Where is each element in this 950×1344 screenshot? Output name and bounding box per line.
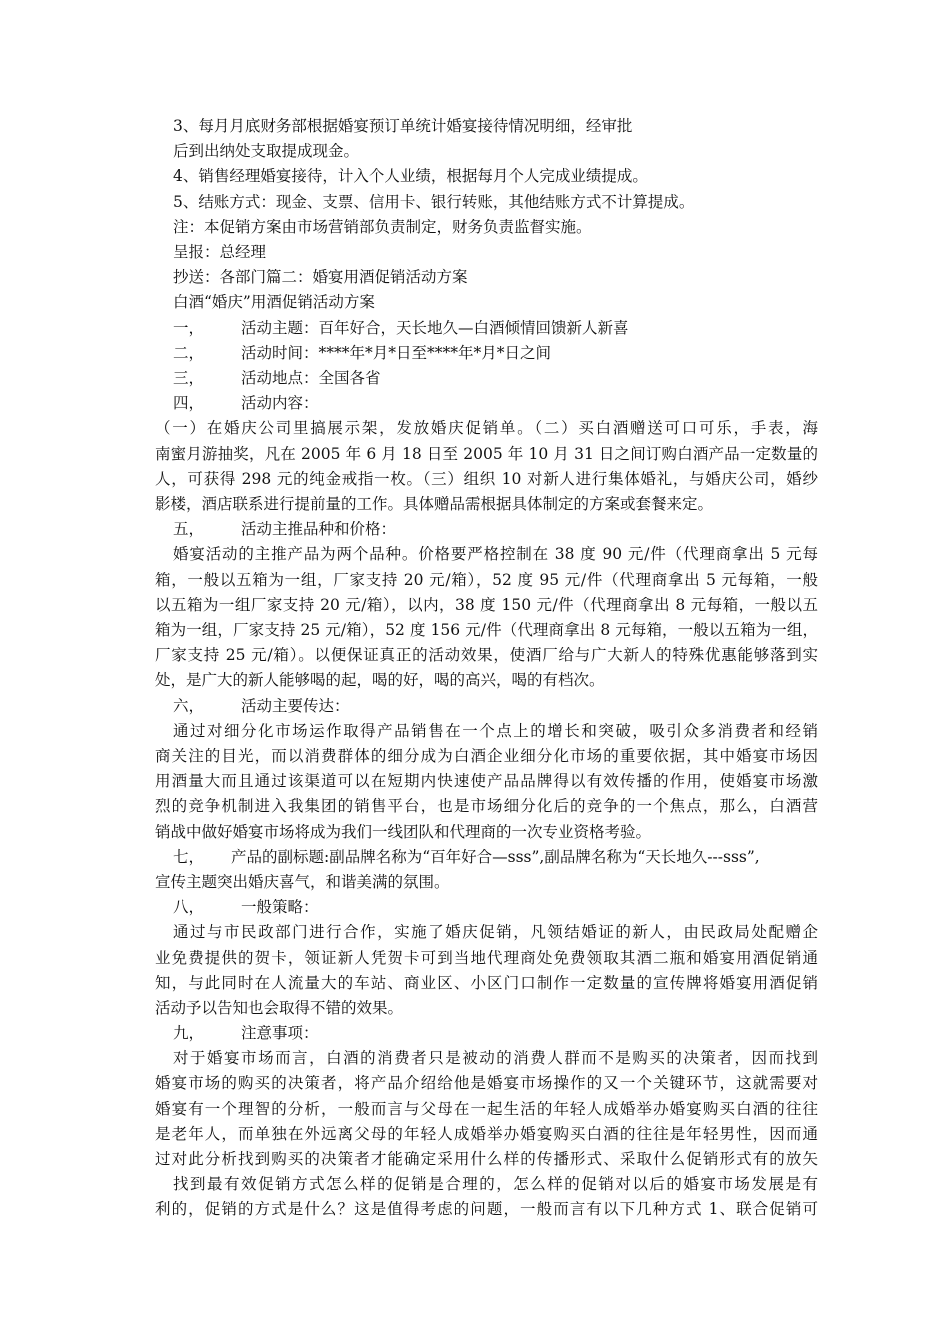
paragraph-line: 商关注的目光，而以消费群体的细分成为白酒企业细分化市场的重要依据，其中婚宴市场因	[155, 746, 818, 765]
paragraph-line: 找到最有效促销方式怎么样的促销是合理的，怎么样的促销对以后的婚宴市场发展是有	[173, 1175, 818, 1194]
text-line: 5、结账方式：现金、支票、信用卡、银行转账，其他结账方式不计算提成。	[173, 192, 695, 211]
item-text: 活动内容：	[241, 394, 319, 413]
list-item	[173, 316, 818, 341]
item-number: 四，	[173, 394, 205, 413]
paragraph-activity-content	[155, 416, 818, 517]
list-item	[173, 391, 818, 416]
paragraph-line: 过对此分析找到购买的决策者才能确定采用什么样的传播形式、采取什么促销形式有的放矢	[155, 1150, 818, 1169]
item-text: 注意事项：	[241, 1024, 319, 1043]
paragraph-line: 通过对细分化市场运作取得产品销售在一个点上的增长和突破，吸引众多消费者和经销	[173, 721, 818, 740]
item-number: 五，	[173, 520, 205, 539]
paragraph-line: 业免费提供的贺卡，领证新人凭贺卡可到当地代理商处免费领取其酒二瓶和婚宴用酒促销通	[155, 948, 818, 967]
text-line: 抄送：各部门篇二：婚宴用酒促销活动方案	[173, 268, 468, 287]
paragraph-line: 通过与市民政部门进行合作，实施了婚庆促销，凡领结婚证的新人，由民政局处配赠企	[173, 923, 818, 942]
list-item	[173, 694, 818, 719]
paragraph-line: 销战中做好婚宴市场将成为我们一线团队和代理商的一次专业资格考验。	[155, 822, 652, 841]
item-text: 活动地点：全国各省	[241, 369, 381, 388]
paragraph-line: 是老年人，而单独在外远离父母的年轻人成婚举办婚宴购买白酒的往往是年轻男性，因而通	[155, 1124, 818, 1143]
item-number: 三，	[173, 369, 205, 388]
paragraph-line: 婚宴有一个理智的分析，一般而言与父母在一起生活的年轻人成婚举办婚宴购买白酒的往往	[155, 1099, 818, 1118]
paragraph-line: 南蜜月游抽奖，凡在 2005 年 6 月 18 日至 2005 年 10 月 31 日之间订购白酒产品一定数量的	[155, 444, 818, 463]
document-body	[155, 114, 818, 1223]
item-text: 活动主推品种和价格：	[241, 520, 397, 539]
item-text: 活动主要传达：	[241, 696, 350, 715]
paragraph-promotion-methods	[155, 1172, 818, 1222]
paragraph-line: 人，可获得 298 元的纯金戒指一枚。（三）组织 10 对新人进行集体婚礼，与婚庆公司，婚纱	[155, 469, 818, 488]
item-text: 活动时间：****年*月*日至****年*月*日之间	[241, 343, 552, 362]
paragraph-line: 宣传主题突出婚庆喜气，和谐美满的氛围。	[155, 872, 450, 891]
item-text: 一般策略：	[241, 898, 319, 917]
list-item	[173, 1021, 818, 1046]
item-number: 七，	[173, 847, 205, 866]
paragraph-line: 烈的竞争机制进入我集团的销售平台，也是市场细分化后的竞争的一个焦点，那么，白酒营	[155, 797, 818, 816]
item-number: 六，	[173, 696, 205, 715]
text-line: 3、每月月底财务部根据婚宴预订单统计婚宴接待情况明细，经审批	[173, 117, 633, 135]
item-number: 八，	[173, 898, 205, 917]
paragraph-line: 知，与此同时在人流量大的车站、商业区、小区门口制作一定数量的宣传牌将婚宴用酒促销	[155, 973, 818, 992]
paragraph-line: 箱，一般以五箱为一组，厂家支持 20 元/箱），52 度 95 元/件（代理商拿出 5 元每箱，一般	[155, 570, 818, 589]
paragraph-line: 处，是广大的新人能够喝的起，喝的好，喝的高兴，喝的有档次。	[155, 671, 605, 690]
paragraph-line: 厂家支持 25 元/箱）。以便保证真正的活动效果，使酒厂给与广大新人的特殊优惠能够落到实	[155, 646, 818, 665]
paragraph-notes	[155, 1046, 818, 1172]
list-item	[173, 341, 818, 366]
paragraph-line: 活动予以告知也会取得不错的效果。	[155, 998, 404, 1017]
text-line: 4、销售经理婚宴接待，计入个人业绩，根据每月个人完成业绩提成。	[173, 167, 648, 186]
text-line: 呈报：总经理	[173, 243, 267, 262]
text-line: 白酒“婚庆”用酒促销活动方案	[173, 293, 375, 312]
paragraph-line: 婚宴活动的主推产品为两个品种。价格要严格控制在 38 度 90 元/件（代理商拿出 5 元每	[173, 545, 818, 564]
item-text: 产品的副标题:副品牌名称为“百年好合—sss”,副品牌名称为“天长地久---sss”,	[231, 847, 760, 866]
list-item	[173, 517, 818, 542]
item-number: 一，	[173, 318, 205, 337]
item-number: 二，	[173, 343, 205, 362]
paragraph-line: 利的，促销的方式是什么？这是值得考虑的问题，一般而言有以下几种方式 1、联合促销可	[155, 1200, 818, 1219]
list-item	[173, 845, 818, 870]
paragraph-line: 箱为一组，厂家支持 25 元/箱），52 度 156 元/件（代理商拿出 8 元每箱，一般以五箱为一组，	[155, 620, 818, 639]
text-line: 后到出纳处支取提成现金。	[173, 142, 360, 161]
paragraph-main-message	[155, 719, 818, 845]
paragraph-line: 以五箱为一组厂家支持 20 元/箱），以内，38 度 150 元/件（代理商拿出 8 元每箱，一般以五	[155, 595, 818, 614]
paragraph-line: 影楼，酒店联系进行提前量的工作。具体赠品需根据具体制定的方案或套餐来定。	[155, 495, 714, 513]
paragraph-line: 对于婚宴市场而言，白酒的消费者只是被动的消费人群而不是购买的决策者，因而找到	[173, 1049, 818, 1068]
item-text: 活动主题：百年好合，天长地久—白酒倾情回馈新人新喜	[241, 318, 629, 337]
paragraph-general-strategy	[155, 920, 818, 1021]
item-number: 九，	[173, 1024, 205, 1043]
paragraph-line: （一）在婚庆公司里搞展示架，发放婚庆促销单。（二）买白酒赠送可口可乐，手表，海	[155, 419, 818, 438]
paragraph-line: 婚宴市场的购买的决策者，将产品介绍给他是婚宴市场操作的又一个关键环节，这就需要对	[155, 1074, 818, 1093]
list-item	[173, 895, 818, 920]
paragraph-line: 用酒量大而且通过该渠道可以在短期内快速使产品品牌得以有效传播的作用，使婚宴市场激	[155, 772, 818, 791]
paragraph-products-prices	[155, 542, 818, 693]
text-line: 注：本促销方案由市场营销部负责制定，财务负责监督实施。	[173, 217, 592, 236]
list-item	[173, 366, 818, 391]
